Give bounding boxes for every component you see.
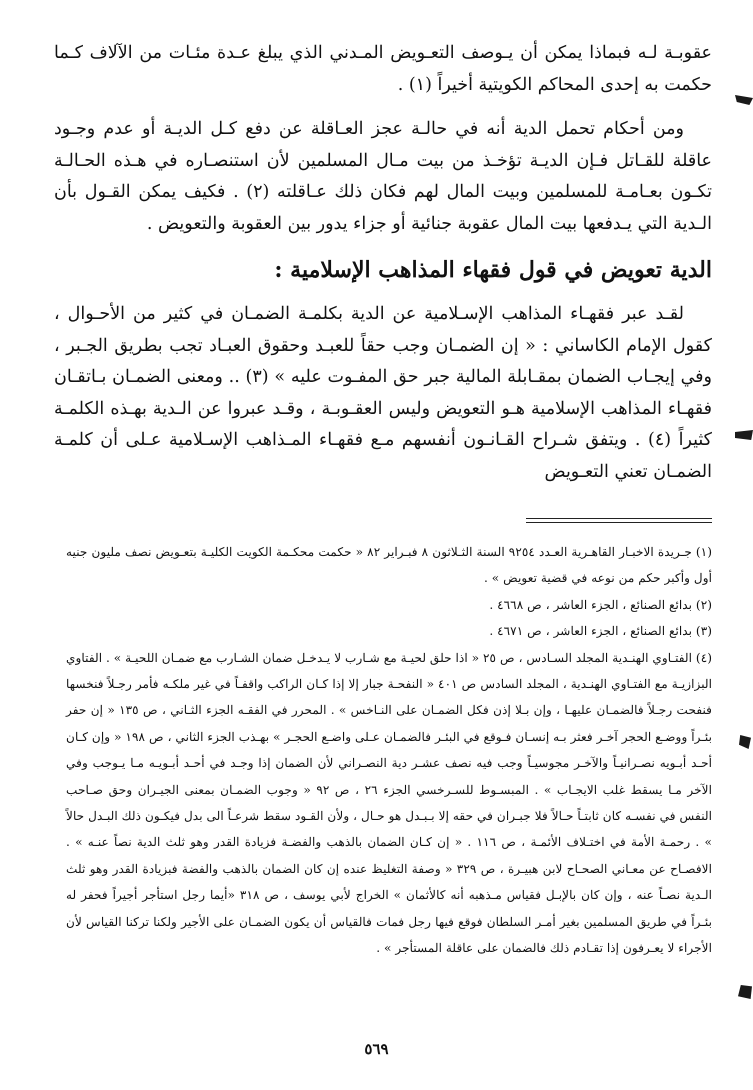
- footnote-divider-secondary: [526, 522, 712, 523]
- footnote-2: (٢) بدائع الصنائع ، الجزء العاشر ، ص ٤٦٦٨ .: [489, 597, 712, 612]
- margin-mark-icon: [735, 95, 753, 105]
- footnotes: [66, 539, 712, 962]
- margin-mark-icon: [735, 430, 753, 440]
- paragraph-2: ومن أحكام تحمل الدية أنه في حالـة عجز العـاقلة عن دفع كـل الديـة أو عدم وجـود عاقلة للقـاتل فـإن الديـة تؤخـذ من بيت مـال المسلمين لأن استنصـاره في هـذه الحـالـة تكـون بعـامـة للمسلمين وبيت المال لهم فكان ذلك عـاقلته (٢) . فكيف يمكن القـول بأن الـدية التي يـدفعها بيت المال عقوبة جنائية أو جزاء يدور بين العقوبة والتعويض .: [54, 119, 712, 234]
- section-heading: الدية تعويض في قول فقهاء المذاهب الإسلامية :: [274, 257, 712, 283]
- paragraph-3: لقـد عبر فقهـاء المذاهب الإسـلامية عن الدية بكلمـة الضمـان في كثير من الأحـوال ، كقول الإمام الكاساني : « إن الضمـان وجب حقاً للعبـد وحقوق العبـاد تجب بطريق الجـبر ، وفي إيجـاب الضمان بمقـابلة المالية جبر حق المفـوت عليه » (٣) .. ومعنى الضمـان بـاتقـان فقهـاء المذاهب الإسلامية هـو التعويض وليس العقـوبـة ، وقـد عبروا عن الـدية بهـذه الكلمـة كثيراً (٤) . ويتفق شـراح القـانـون أنفسهم مـع فقهـاء المـذاهب الإسـلامية عـلى أن كلمـة الضمـان تعني التعـويض: [54, 304, 712, 482]
- margin-mark-icon: [738, 985, 752, 999]
- footnote-divider: [526, 518, 712, 519]
- page-number: ٥٦٩: [364, 1040, 389, 1058]
- footnote-4: (٤) الفتـاوي الهنـدية المجلد السـادس ، ص ٢٥ « اذا حلق لحيـة مع شـارب لا يـدخـل ضمان الشـارب مع ضمـان اللحيـة » . الفتاوي البزازيـة مع الفتـاوي الهنـدية ، المجلد السادس ص ٤٠١ « النفحـة جبار إلا إذا كـان الراكب واقفـاً في غير ملكـه فأمر رجـلاً فنخسها فنفحت رجـلاً فالضمـان عليهـا ، وإن بـلا إذن فكل الضمـان على النـاخس » . المحرر في الفقـه الجزء الثـاني ، ص ١٣٥ « إن حفر بئـراً ووضـع الحجر آخـر فعثر بـه إنسـان فـوقع في البئـر فالضمـان عـلى واضـع الحجـر » بهـذب الجزء الثاني ، ص ١٩٨ « وإن كـان أحـد أبـويه نصـرانيـاً والآخـر مجوسيـاً وجب فيه نصف عشـر دية النصـراني لأن الضمان إذا وجـد في أحـد أبـويـه مـا يـوجب وفي الآخر مـا يسقط غلب الايجـاب » . المبسـوط للسـرخسي الجزء ٢٦ ، ص ٩٢ « وجوب الضمـان بمعنى الجيـران وحق صـاحب النفس في نفسـه كان ثابتـاً حـالاً فلا جبـران في حقه إلا بـبـدل هو حـال ، ولأن القـود سقط شرعـاً الى بدل فيكـون ذلك البـدل حالاً » . رحمـة الأمة في اختـلاف الأئمـة ، ص ١١٦ . « إن كـان الضمان بالذهب والفضـة فزيادة القدر وهو ثلث الدية نصاً عنـه » . الافصـاح عن معـاني الصحـاح لابن هبيـرة ، ص ٣٢٩ « وصفة التغليظ عنده إن كان الضمان بالذهب والفضة فبزيادة القدر وهو ثلث الـدية نصـاً عنه ، وإن كان بالإبـل فقياس مـذهبه أنه كالأثمان » الخراج لأبي يوسف ، ص ٣١٨ «أيما رجل استأجر أجيراً فحفر له بئـراً في طريق المسلمين بغير أمـر السلطان فوقع فيها رجل فمات فالقياس أن يكون الضمـان على الأجير ولكنا تركنا القياس لأن الأجراء لا يعـرفون إذا تقـادم ذلك فالضمان على عاقلة المستأجر » .: [66, 650, 712, 956]
- footnote-1: (١) جـريدة الاخبـار القاهـرية العـدد ٩٢٥٤ السنة الثـلاثون ٨ فبـراير ٨٢ « حكمت محكـمة الكويت الكليـة بتعـويض نصف مليون جنيه أول وأكبر حكم من نوعه في قضية تعويض » .: [66, 545, 712, 586]
- main-text: [54, 38, 712, 488]
- paragraph-1: عقوبـة لـه فبماذا يمكن أن يـوصف التعـويض المـدني الذي يبلغ عـدة مئـات من الآلاف كـما حكمت به إحدى المحاكم الكويتية أخيراً (١) .: [54, 43, 712, 95]
- footnote-3: (٣) بدائع الصنائع ، الجزء العاشر ، ص ٤٦٧١ .: [489, 624, 712, 639]
- margin-mark-icon: [739, 735, 751, 749]
